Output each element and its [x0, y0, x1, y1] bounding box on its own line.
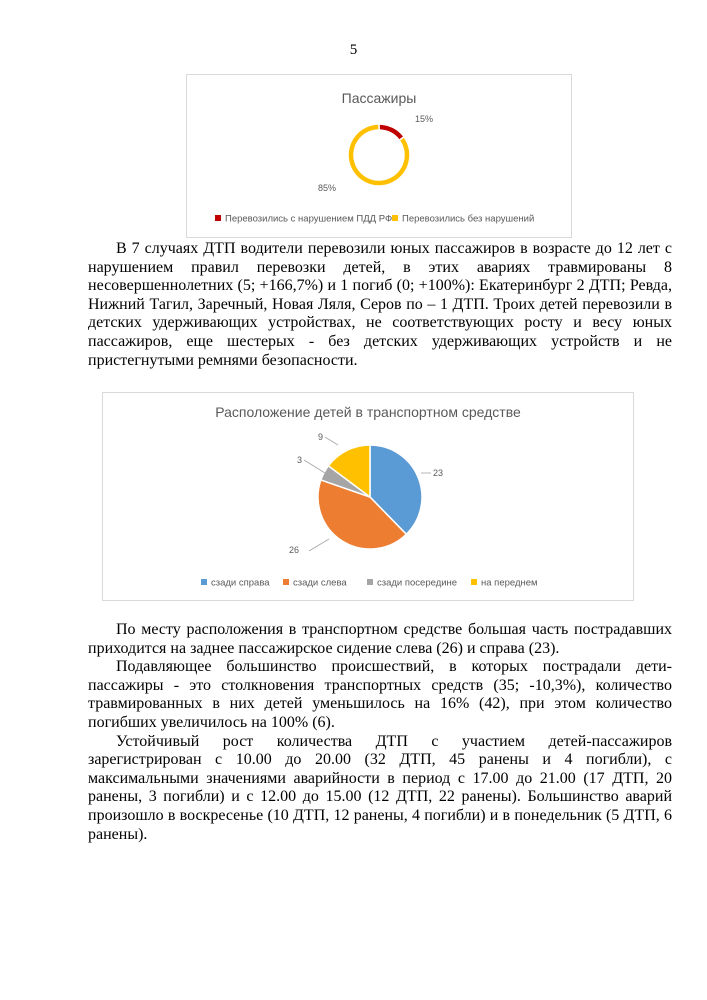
leader-line	[309, 539, 329, 551]
leader-line	[304, 460, 325, 473]
passengers-chart-svg	[187, 75, 571, 237]
data-label: 85%	[317, 183, 336, 193]
legend-label: Перевозились с нарушением ПДД РФ	[225, 213, 393, 225]
data-label: 15%	[415, 114, 434, 124]
legend-swatch	[471, 579, 477, 585]
data-label: 9	[317, 432, 323, 442]
legend-swatch	[392, 215, 398, 221]
paragraph: По месту расположения в транспортном средстве большая часть пострадавших приходится на заднее пассажирское сидение слева (26) и справа (23).	[88, 621, 672, 657]
child-position-chart	[102, 392, 634, 601]
leader-line	[325, 437, 338, 445]
paragraph: В 7 случаях ДТП водители перевозили юных пассажиров в возрасте до 12 лет с нарушением правил перевозки детей, в этих авариях травмированы 8 несовершеннолетних (5; +166,7%) и 1 погиб (0; +100%): Екатеринбург 2 ДТП; Ревда, Нижний Тагил, Заречный, Новая Ляля, Серов по – 1 ДТП. Троих детей перевозили в детских удерживающих устройствах, не соответствующих росту и весу юных пассажиров, еще шестерых - без детских удерживающих устройств и не пристегнутыми ремнями безопасности.	[88, 240, 672, 369]
data-label: 3	[296, 455, 302, 465]
legend-label: на переднем	[481, 577, 538, 589]
chart-title: Расположение детей в транспортном средстве	[215, 404, 521, 420]
legend-label: сзади слева	[293, 577, 347, 589]
text-section-1	[88, 240, 672, 370]
page-number: 5	[349, 42, 358, 58]
chart-title: Пассажиры	[341, 90, 417, 106]
legend-label: Перевозились без нарушений	[402, 213, 535, 225]
data-label: 23	[433, 468, 444, 478]
child-position-chart-svg	[103, 393, 633, 600]
paragraph: Устойчивый рост количества ДТП с участием детей-пассажиров зарегистрирован с 10.00 до 20.00 (32 ДТП, 45 ранены и 4 погибли), с максимальными значениями аварийности в период с 17.00 до 21.00 (17 ДТП, 20 ранены, 3 погибли) и с 12.00 до 15.00 (12 ДТП, 22 ранены). Большинство аварий произошло в воскресенье (10 ДТП, 12 ранены, 4 погибли) и в понедельник (5 ДТП, 6 ранены).	[88, 732, 672, 843]
donut-slice	[379, 124, 404, 140]
legend-swatch	[201, 579, 207, 585]
legend-label: сзади справа	[211, 577, 270, 589]
legend-swatch	[283, 579, 289, 585]
passengers-chart	[186, 74, 572, 238]
legend-swatch	[367, 579, 373, 585]
legend-swatch	[215, 215, 221, 221]
text-section-2	[88, 621, 672, 844]
paragraph: Подавляющее большинство происшествий, в которых пострадали дети-пассажиры - это столкновения транспортных средств (35; -10,3%), количество травмированных в них детей уменьшилось на 16% (42), при этом количество погибших увеличилось на 100% (6).	[88, 658, 672, 731]
data-label: 26	[288, 545, 299, 555]
legend-label: сзади посередине	[377, 577, 458, 589]
